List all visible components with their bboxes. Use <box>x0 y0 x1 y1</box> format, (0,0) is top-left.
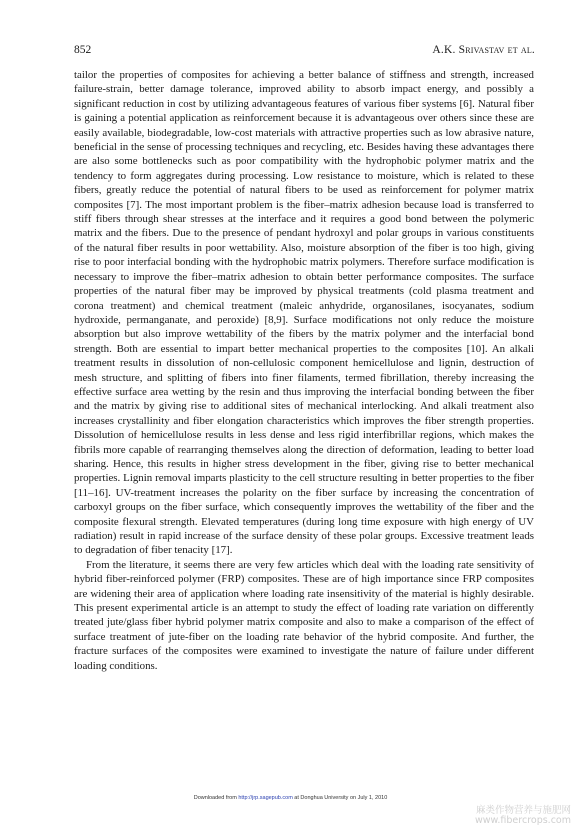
watermark-line-1: 麻类作物营养与施肥网 <box>475 805 571 816</box>
footer-suffix: at Donghua University on July 1, 2010 <box>292 795 388 801</box>
footer-link[interactable]: http://jrp.sagepub.com <box>238 795 293 801</box>
download-footer <box>0 795 581 801</box>
page-number: 852 <box>74 44 92 56</box>
page-header <box>74 44 535 56</box>
paragraph: tailor the properties of composites for achieving a better balance of stiffness and strength, increased failure-strain, better damage tolerance, improved ability to absorb impact energy, and possibly a significant reduction in cost by utilizing advantageous features of various fiber systems [6]. Natural fiber is gaining a potential application as reinforcement because it is advantageous over others since these are easily available, biodegradable, low-cost materials with attractive properties such as low abrasive nature, beneficial in the sense of processing techniques and recycling, etc. Besides having these advantages there are also some bottlenecks such as poor compatibility with the hydrophobic polymer matrix and the tendency to form aggregates during processing. Low resistance to moisture, which is related to these fibers, greatly reduce the potential of natural fibers to be used as reinforcement for polymer matrix composites [7]. The most important problem is the fiber–matrix adhesion because load is transferred to stiff fibers through shear stresses at the interface and it requires a good bond between the polymeric matrix and the fibers. Due to the presence of pendant hydroxyl and polar groups in various constituents of the natural fiber results in poor wettability. Also, moisture absorption of the fiber is too high, giving rise to poor interfacial bonding with the hydrophobic matrix polymers. Therefore surface modification is necessary to improve the fiber–matrix adhesion to obtain better performance composites. The surface properties of the natural fiber may be improved by physical treatments (cold plasma treatment and corona treatment) and chemical treatment (maleic anhydride, organosilanes, isocyanates, sodium hydroxide, permanganate, and peroxide) [8,9]. Surface modifications not only reduce the moisture absorption but also improve wettability of the fibers by the matrix polymer and the interfacial bond strength. Both are essential to impart better mechanical properties to the composites [10]. An alkali treatment results in dissolution of non-cellulosic component hemicellulose and lignin, destruction of mesh structure, and splitting of fibers into finer filaments, termed fibrillation, thereby increasing the effective surface area wetting by the resin and thus improving the interfacial bonding between the fiber and the matrix by giving rise to additional sites of mechanical interlocking. And alkali treatment also increases crystallinity and fiber elongation characteristics which improves the fiber strength properties. Dissolution of hemicellulose results in less dense and less rigid interfibrillar regions, which makes the fibrils more capable of rearranging themselves along the direction of deformation, leading to better load sharing. Hence, this results in higher stress development in the fiber, giving rise to better mechanical properties. Lignin removal imparts plasticity to the cell structure resulting in better properties to the fiber [11–16]. UV-treatment increases the polarity on the fiber surface by increasing the concentration of carboxyl groups on the fiber surface, which consequently improves the wettability of the fiber and the composite flexural strength. Elevated temperatures (during long time exposure with high energy of UV radiation) result in rapid increase of the surface density of these polar groups. Excessive treatment leads to degradation of fiber tenacity [17]. <box>74 69 534 557</box>
article-body <box>74 68 534 673</box>
running-head: A.K. Srivastav et al. <box>432 44 535 56</box>
watermark-line-2: www.fibercrops.com <box>474 815 571 826</box>
site-watermark <box>475 806 571 826</box>
paragraph: From the literature, it seems there are very few articles which deal with the loading rate sensitivity of hybrid fiber-reinforced polymer (FRP) composites. These are of high importance since FRP composites are widening their area of application where loading rate insensitivity of the material is highly desirable. This present experimental article is an attempt to study the effect of loading rate variation on differently treated jute/glass fiber hybrid polymer matrix composite and also to make a comparison of the effect of surface treatment of jute-fiber on the loading rate behavior of the hybrid composite. And further, the fracture surfaces of the composites were examined to investigate the nature of failure under different loading conditions. <box>74 558 534 672</box>
footer-prefix: Downloaded from <box>193 795 239 801</box>
